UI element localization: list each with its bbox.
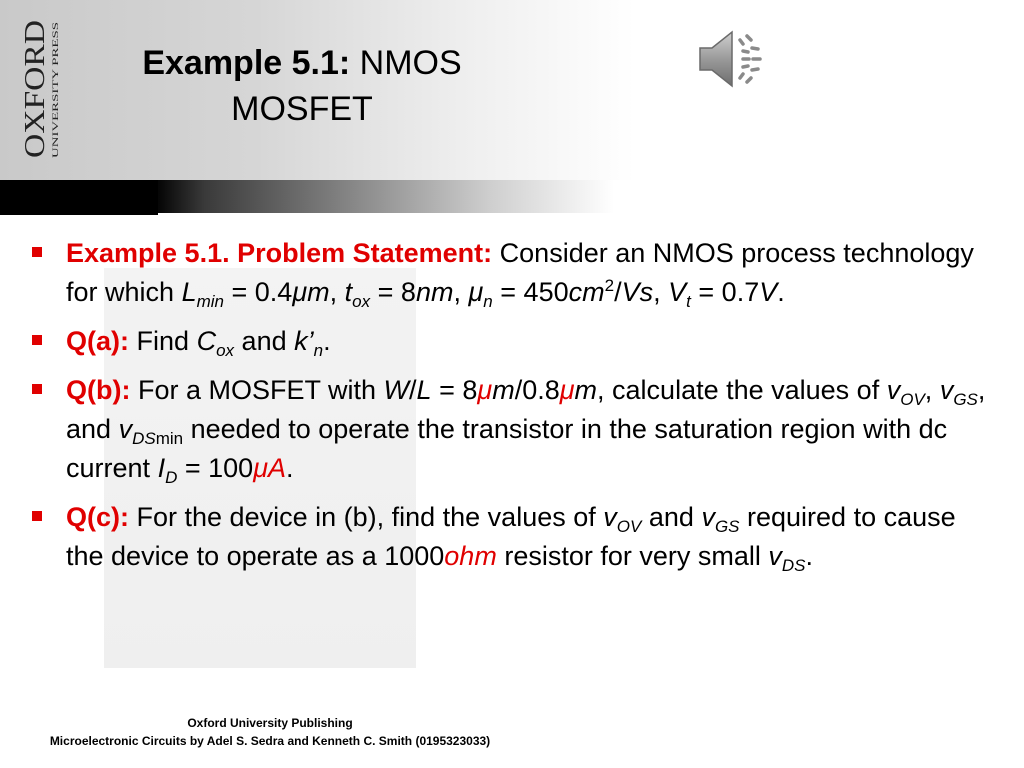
text: = 8	[439, 375, 478, 405]
title-rest: NMOS	[359, 44, 462, 82]
question-b-label: Q(b):	[66, 375, 131, 405]
bullet-question-a	[30, 322, 1000, 361]
text: /0.8	[514, 375, 560, 405]
text: .	[805, 541, 814, 571]
symbol: Vs	[621, 277, 654, 307]
bullet-question-b	[30, 371, 1000, 488]
problem-label: Example 5.1. Problem Statement:	[66, 238, 493, 268]
oxford-logo-main: OXFORD	[19, 38, 51, 158]
subscript: ox	[352, 291, 371, 311]
symbol: k’	[294, 326, 314, 356]
bullet-marker	[32, 247, 42, 257]
text: = 450	[500, 277, 569, 307]
symbol: L	[416, 375, 432, 405]
title-bold: Example 5.1:	[142, 44, 351, 82]
subscript: D	[165, 467, 178, 487]
text: , and	[66, 375, 986, 444]
subscript: ox	[216, 340, 235, 360]
text: ,	[329, 277, 338, 307]
footer	[20, 714, 520, 750]
text: ,	[653, 277, 661, 307]
bullet-question-c	[30, 498, 1000, 576]
subscript: n	[483, 291, 493, 311]
text: ,	[924, 375, 933, 405]
subscript: t	[686, 291, 691, 311]
symbol: W	[383, 375, 410, 405]
bullet-marker	[32, 384, 42, 394]
text: needed to operate the transistor in the saturation region with dc current	[66, 414, 948, 483]
text: ,	[453, 277, 461, 307]
symbol: I	[157, 453, 166, 483]
subscript: OV	[900, 389, 925, 409]
slide-title	[112, 40, 492, 132]
symbol: V	[759, 277, 778, 307]
symbol: m	[307, 277, 330, 307]
symbol: v	[701, 502, 715, 532]
text: required to cause the device to operate as a 1000	[66, 502, 956, 571]
footer-book-credit: Microelectronic Circuits by Adel S. Sedra and Kenneth C. Smith (0195323033)	[49, 734, 491, 748]
symbol: C	[196, 326, 217, 356]
subscript: DS	[132, 428, 156, 448]
symbol: v	[118, 414, 133, 444]
oxford-logo-sub: UNIVERSITY PRESS	[50, 80, 60, 158]
symbol: μ	[559, 375, 575, 405]
symbol: μ	[253, 453, 268, 483]
text: and	[241, 326, 287, 356]
symbol: m	[492, 375, 515, 405]
subscript: DS	[781, 555, 806, 575]
text: = 0.4	[231, 277, 293, 307]
text: , calculate the values of	[597, 375, 880, 405]
symbol: v	[939, 375, 954, 405]
text: .	[286, 453, 294, 483]
symbol: cm	[568, 277, 605, 307]
speaker-icon[interactable]	[696, 26, 766, 92]
text: and	[648, 502, 694, 532]
question-c-label: Q(c):	[66, 502, 129, 532]
symbol: nm	[415, 277, 454, 307]
subscript: min	[155, 428, 184, 448]
symbol: L	[181, 277, 197, 307]
superscript: 2	[604, 275, 615, 295]
question-a-label: Q(a):	[66, 326, 129, 356]
footer-publisher: Oxford University Publishing	[187, 716, 353, 730]
subscript: GS	[953, 389, 978, 409]
header-divider-notch	[0, 180, 158, 215]
bullet-list	[30, 234, 1000, 586]
text: For the device in (b), find the values of	[136, 502, 596, 532]
text: .	[777, 277, 785, 307]
title-line2: MOSFET	[231, 90, 373, 128]
text: = 100	[184, 453, 254, 483]
bullet-marker	[32, 335, 42, 345]
symbol: m	[574, 375, 598, 405]
subscript: GS	[714, 516, 740, 536]
symbol: ohm	[444, 541, 497, 571]
subscript: n	[313, 340, 324, 360]
symbol: v	[886, 375, 901, 405]
symbol: v	[768, 541, 782, 571]
oxford-logo	[14, 18, 62, 163]
subscript: OV	[616, 516, 642, 536]
text: .	[323, 326, 331, 356]
bullet-marker	[32, 511, 42, 521]
symbol: V	[668, 277, 687, 307]
text: = 8	[377, 277, 416, 307]
text: /	[614, 277, 622, 307]
symbol: μ	[292, 277, 308, 307]
text: /	[409, 375, 417, 405]
bullet-problem-statement	[30, 234, 1000, 312]
symbol: t	[344, 277, 353, 307]
symbol: μ	[477, 375, 493, 405]
text: Consider an NMOS process technology for which	[66, 238, 974, 307]
symbol: A	[268, 453, 287, 483]
text: Find	[136, 326, 190, 356]
text: For a MOSFET with	[137, 375, 377, 405]
symbol: μ	[468, 277, 484, 307]
subscript: min	[196, 291, 224, 311]
text: = 0.7	[698, 277, 760, 307]
symbol: v	[603, 502, 617, 532]
text: resistor for very small	[504, 541, 761, 571]
